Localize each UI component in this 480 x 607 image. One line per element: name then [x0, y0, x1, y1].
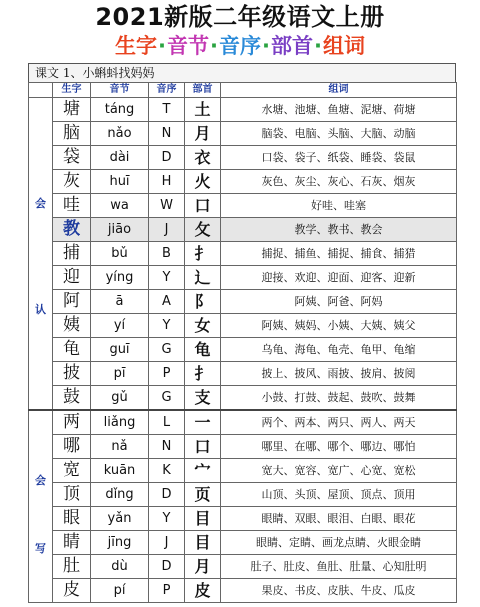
index-letter-cell: J: [149, 218, 185, 242]
character-cell: 教: [53, 218, 91, 242]
index-letter-cell: T: [149, 98, 185, 122]
character-cell: 阿: [53, 290, 91, 314]
character-cell: 皮: [53, 579, 91, 603]
table-row: [29, 266, 457, 290]
pinyin-cell: pí: [91, 579, 149, 603]
character-cell: 捕: [53, 242, 91, 266]
table-row: [29, 555, 457, 579]
page-title: 2021新版二年级语文上册: [95, 3, 385, 31]
pinyin-cell: nǎo: [91, 122, 149, 146]
index-letter-cell: P: [149, 579, 185, 603]
character-cell: 姨: [53, 314, 91, 338]
subtitle-separator: ·: [158, 34, 167, 58]
radical-cell: 衣: [185, 146, 221, 170]
pinyin-cell: guī: [91, 338, 149, 362]
words-cell: 小鼓、打鼓、鼓起、鼓吹、鼓舞: [221, 386, 457, 411]
character-cell: 塘: [53, 98, 91, 122]
index-letter-cell: L: [149, 410, 185, 435]
index-letter-cell: H: [149, 170, 185, 194]
index-letter-cell: B: [149, 242, 185, 266]
radical-cell: 页: [185, 483, 221, 507]
index-letter-cell: D: [149, 483, 185, 507]
character-table: [28, 82, 457, 603]
group-label-char: 写: [35, 542, 46, 556]
radical-cell: 女: [185, 314, 221, 338]
table-row: [29, 531, 457, 555]
table-row: [29, 579, 457, 603]
table-row: [29, 194, 457, 218]
table-row: [29, 290, 457, 314]
radical-cell: 宀: [185, 459, 221, 483]
header-index-letter: 音序: [149, 83, 185, 98]
pinyin-cell: yíng: [91, 266, 149, 290]
subtitle-part: 音序: [219, 34, 261, 58]
radical-cell: 扌: [185, 362, 221, 386]
words-cell: 教学、教书、教会: [221, 218, 457, 242]
header-words: 组词: [221, 83, 457, 98]
character-cell: 披: [53, 362, 91, 386]
character-cell: 宽: [53, 459, 91, 483]
words-cell: 阿姨、阿爸、阿妈: [221, 290, 457, 314]
words-cell: 果皮、书皮、皮肤、牛皮、瓜皮: [221, 579, 457, 603]
pinyin-cell: wa: [91, 194, 149, 218]
lesson-title: 课文 1、小蝌蚪找妈妈: [28, 63, 456, 82]
group-label-char: 认: [35, 303, 46, 317]
table-row: [29, 435, 457, 459]
words-cell: 肚子、肚皮、鱼肚、肚量、心知肚明: [221, 555, 457, 579]
radical-cell: 月: [185, 122, 221, 146]
subtitle-separator: ·: [262, 34, 270, 58]
character-cell: 眼: [53, 507, 91, 531]
character-cell: 睛: [53, 531, 91, 555]
words-cell: 迎接、欢迎、迎面、迎客、迎新: [221, 266, 457, 290]
radical-cell: 月: [185, 555, 221, 579]
words-cell: 眼睛、定睛、画龙点睛、火眼金睛: [221, 531, 457, 555]
table-row: [29, 314, 457, 338]
character-cell: 顶: [53, 483, 91, 507]
group-label: [29, 410, 53, 603]
character-cell: 脑: [53, 122, 91, 146]
words-cell: 宽大、宽容、宽广、心宽、宽松: [221, 459, 457, 483]
radical-cell: 龟: [185, 338, 221, 362]
subtitle-part: 组词: [322, 34, 365, 58]
table-row: [29, 386, 457, 411]
index-letter-cell: D: [149, 146, 185, 170]
pinyin-cell: dǐng: [91, 483, 149, 507]
radical-cell: 一: [185, 410, 221, 435]
pinyin-cell: jiāo: [91, 218, 149, 242]
radical-cell: 目: [185, 531, 221, 555]
words-cell: 哪里、在哪、哪个、哪边、哪怕: [221, 435, 457, 459]
index-letter-cell: J: [149, 531, 185, 555]
group-label-char: 会: [35, 196, 46, 210]
subtitle-part: 部首: [270, 34, 313, 58]
pinyin-cell: yǎn: [91, 507, 149, 531]
table-header-row: [29, 83, 457, 98]
words-cell: 阿姨、姨妈、小姨、大姨、姨父: [221, 314, 457, 338]
header-pinyin: 音节: [91, 83, 149, 98]
radical-cell: 攵: [185, 218, 221, 242]
table-row: [29, 122, 457, 146]
header-group: [29, 83, 53, 98]
pinyin-cell: pī: [91, 362, 149, 386]
index-letter-cell: Y: [149, 266, 185, 290]
character-cell: 迎: [53, 266, 91, 290]
table-row: [29, 146, 457, 170]
pinyin-cell: kuān: [91, 459, 149, 483]
group-label-char: 会: [35, 473, 46, 487]
subtitle-separator: ·: [210, 34, 218, 58]
index-letter-cell: Y: [149, 507, 185, 531]
words-cell: 乌龟、海龟、龟壳、龟甲、龟缩: [221, 338, 457, 362]
character-cell: 肚: [53, 555, 91, 579]
radical-cell: 土: [185, 98, 221, 122]
subtitle-part: 音节: [167, 34, 210, 58]
character-cell: 哪: [53, 435, 91, 459]
words-cell: 山顶、头顶、屋顶、顶点、顶用: [221, 483, 457, 507]
table-row: [29, 338, 457, 362]
index-letter-cell: G: [149, 338, 185, 362]
radical-cell: 口: [185, 194, 221, 218]
radical-cell: 辶: [185, 266, 221, 290]
words-cell: 水塘、池塘、鱼塘、泥塘、荷塘: [221, 98, 457, 122]
character-cell: 灰: [53, 170, 91, 194]
table-row: [29, 218, 457, 242]
words-cell: 披上、披风、雨披、披肩、披阅: [221, 362, 457, 386]
pinyin-cell: liǎng: [91, 410, 149, 435]
radical-cell: 口: [185, 435, 221, 459]
table-row: [29, 242, 457, 266]
character-cell: 两: [53, 410, 91, 435]
index-letter-cell: A: [149, 290, 185, 314]
subtitle-part: 生字: [115, 34, 158, 58]
table-row: [29, 483, 457, 507]
header-radical: 部首: [185, 83, 221, 98]
radical-cell: 火: [185, 170, 221, 194]
table-row: [29, 170, 457, 194]
words-cell: 两个、两本、两只、两人、两天: [221, 410, 457, 435]
table-row: [29, 507, 457, 531]
pinyin-cell: jīng: [91, 531, 149, 555]
character-cell: 龟: [53, 338, 91, 362]
pinyin-cell: huī: [91, 170, 149, 194]
pinyin-cell: dù: [91, 555, 149, 579]
words-cell: 脑袋、电脑、头脑、大脑、动脑: [221, 122, 457, 146]
table-row: [29, 459, 457, 483]
index-letter-cell: W: [149, 194, 185, 218]
pinyin-cell: gǔ: [91, 386, 149, 411]
table-row: [29, 410, 457, 435]
radical-cell: 皮: [185, 579, 221, 603]
radical-cell: 目: [185, 507, 221, 531]
index-letter-cell: N: [149, 435, 185, 459]
index-letter-cell: G: [149, 386, 185, 411]
pinyin-cell: táng: [91, 98, 149, 122]
radical-cell: 扌: [185, 242, 221, 266]
group-label: [29, 98, 53, 411]
header-character: 生字: [53, 83, 91, 98]
character-cell: 哇: [53, 194, 91, 218]
character-cell: 鼓: [53, 386, 91, 411]
pinyin-cell: nǎ: [91, 435, 149, 459]
words-cell: 灰色、灰尘、灰心、石灰、烟灰: [221, 170, 457, 194]
words-cell: 眼睛、双眼、眼泪、白眼、眼花: [221, 507, 457, 531]
index-letter-cell: Y: [149, 314, 185, 338]
index-letter-cell: N: [149, 122, 185, 146]
page-subtitle: [0, 32, 480, 60]
radical-cell: 支: [185, 386, 221, 411]
index-letter-cell: K: [149, 459, 185, 483]
index-letter-cell: D: [149, 555, 185, 579]
index-letter-cell: P: [149, 362, 185, 386]
words-cell: 捕捉、捕鱼、捕捉、捕食、捕猎: [221, 242, 457, 266]
table-row: [29, 98, 457, 122]
pinyin-cell: dài: [91, 146, 149, 170]
character-cell: 袋: [53, 146, 91, 170]
radical-cell: 阝: [185, 290, 221, 314]
pinyin-cell: ā: [91, 290, 149, 314]
pinyin-cell: yí: [91, 314, 149, 338]
words-cell: 好哇、哇塞: [221, 194, 457, 218]
table-row: [29, 362, 457, 386]
subtitle-separator: ·: [313, 34, 322, 58]
words-cell: 口袋、袋子、纸袋、睡袋、袋鼠: [221, 146, 457, 170]
pinyin-cell: bǔ: [91, 242, 149, 266]
